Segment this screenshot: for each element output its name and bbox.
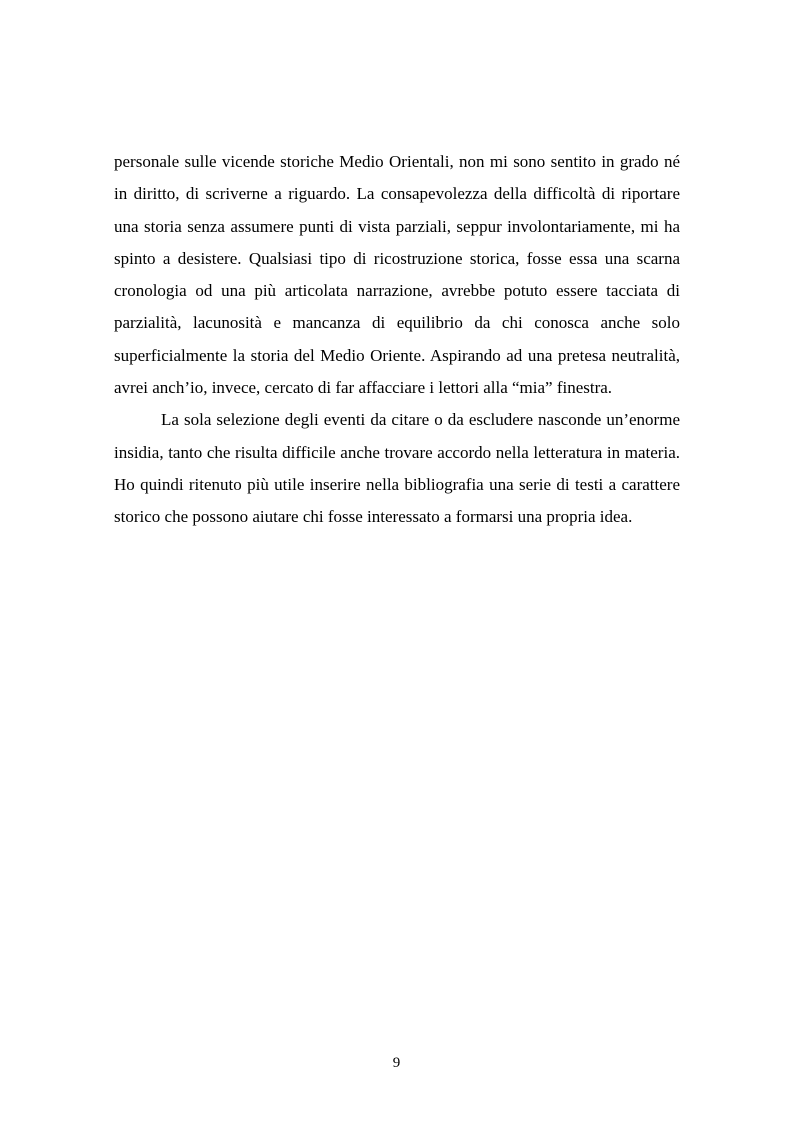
page-number: 9 xyxy=(392,1055,401,1071)
body-text xyxy=(114,146,680,534)
paragraph-continued: personale sulle vicende storiche Medio Orientali, non mi sono sentito in grado né in diritto, di scriverne a riguardo. La consapevolezza della difficoltà di riportare una storia senza assumere punti di vista parziali, seppur involontariamente, mi ha spinto a desistere. Qualsiasi tipo di ricostruzione storica, fosse essa una scarna cronologia od una più articolata narrazione, avrebbe potuto essere tacciata di parzialità, lacunosità e mancanza di equilibrio da chi conosca anche solo superficialmente la storia del Medio Oriente. Aspirando ad una pretesa neutralità, avrei anch’io, invece, cercato di far affacciare i lettori alla “mia” finestra. xyxy=(114,152,680,398)
paragraph: La sola selezione degli eventi da citare o da escludere nasconde un’enorme insidia, tanto che risulta difficile anche trovare accordo nella letteratura in materia. Ho quindi ritenuto più utile inserire nella bibliografia una serie di testi a carattere storico che possono aiutare chi fosse interessato a formarsi una propria idea. xyxy=(114,410,680,527)
